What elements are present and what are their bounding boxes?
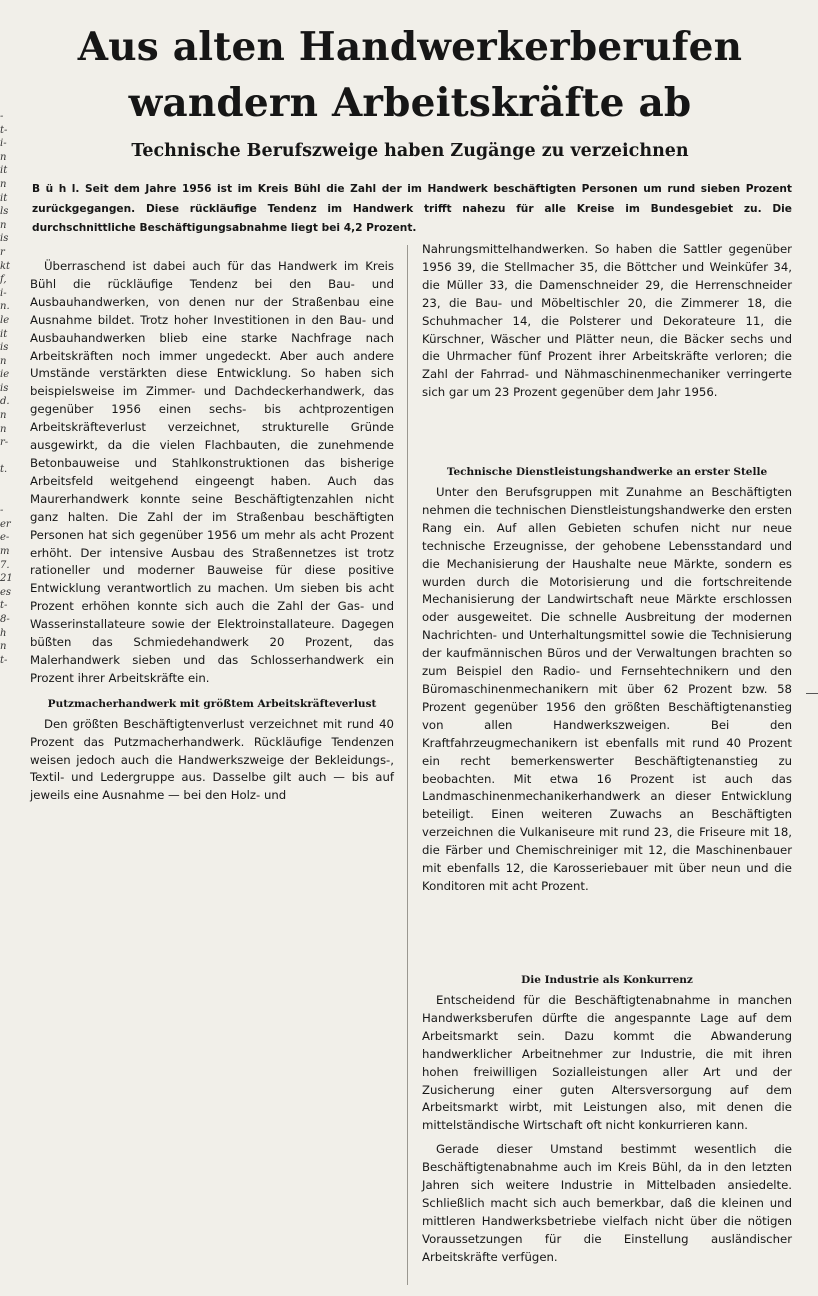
section-heading: Putzmacherhandwerk mit größtem Arbeitskräfteverlust	[47, 697, 377, 710]
subheadline: Technische Berufszweige haben Zugänge zu verzeichnen	[131, 141, 689, 161]
lead-paragraph: B ü h l. Seit dem Jahre 1956 ist im Kreis Bühl die Zahl der im Handwerk beschäftigten Personen um rund sieben Prozent zurückgegangen. Diese rückläufige Tendenz im Handwerk trifft nahezu für alle Kreise im Bundesgebiet zu. Die durchschnittliche Beschäftigungsabnahme liegt bei 4,2 Prozent.	[32, 183, 792, 234]
adjacent-column-fragment: - t- i- n it n it ls n is r kt f, i- n. le it is n ie is d. n n r- t. - er e- m 7. 21 es t- 8- h n t-	[0, 111, 13, 666]
article-column-2-middle	[422, 456, 792, 896]
column-divider	[407, 245, 408, 1285]
article-column-2-bottom	[422, 964, 792, 1267]
body-paragraph: Den größten Beschäftigtenverlust verzeichnet mit rund 40 Prozent das Putzmacherhandwerk. Rückläufige Tendenzen weisen jedoch auch die Handwerkszweige der Bekleidungs-, Textil- und Ledergruppe aus. Dasselbe gilt auch — bis auf jeweils eine Ausnahme — bei den Holz- und	[30, 716, 394, 803]
body-paragraph: Gerade dieser Umstand bestimmt wesentlich die Beschäftigtenabnahme auch im Kreis Bühl, da in den letzten Jahren sich weitere Industrie in Mittelbaden ansiedelte. Schließlich macht sich auch bemerkbar, daß die kleinen und mittleren Handwerksbetriebe vielfach nicht über die nötigen Voraussetzungen für die Einstellung ausländischer Arbeitskräfte verfügen.	[422, 1142, 792, 1264]
margin-tick	[806, 693, 818, 694]
body-paragraph: Unter den Berufsgruppen mit Zunahme an Beschäftigten nehmen die technischen Dienstleistungshandwerke den ersten Rang ein. Auf allen Gebieten schufen nicht nur neue technische Erzeugnisse, der gehobene Lebensstandard und die Mechanisierung der Haushalte neue Märkte, sondern es wurden durch die Motorisierung und die fortschreitende Mechanisierung der Landwirtschaft neue Märkte erschlossen oder ausgeweitet. Die schnelle Ausbreitung der modernen Nachrichten- und Unterhaltungsmittel sowie die Technisierung der kaufmännischen Büros und der Verwaltungen brachten so zum Beispiel den Radio- und Fernsehtechnikern und den Büromaschinenmechanikern mit über 62 Prozent bzw. 58 Prozent gegenüber 1956 den größten Beschäftigtenanstieg von allen Handwerkszweigen. Bei den Kraftfahrzeugmechanikern ist ebenfalls mit rund 40 Prozent ein recht bemerkenswerter Beschäftigtenanstieg zu beobachten. Mit etwa 16 Prozent ist auch das Landmaschinenmechanikerhandwerk an dieser Entwicklung beteiligt. Einen weiteren Zuwachs an Beschäftigten verzeichnen die Vulkaniseure mit rund 23, die Friseure mit 18, die Färber und Chemischreiniger mit 12, die Maschinenbauer mit ebenfalls 12, die Karosseriebauer mit über neun und die Konditoren mit acht Prozent.	[422, 485, 792, 893]
headline-line-2: wandern Arbeitskräfte ab	[128, 80, 692, 126]
body-paragraph: Entscheidend für die Beschäftigtenabnahme in manchen Handwerksberufen dürfte die angespannte Lage auf dem Arbeitsmarkt sein. Dazu kommt die Abwanderung handwerklicher Arbeitnehmer zur Industrie, die mit ihren hohen freiwilligen Sozialleistungen aller Art und der Zusicherung einer guten Altersversorgung auf dem Arbeitsmarkt wirbt, mit Leistungen also, mit denen die mittelständische Wirtschaft oft nicht konkurrieren kann.	[422, 993, 792, 1133]
section-heading: Die Industrie als Konkurrenz	[521, 974, 693, 986]
article-column-1	[30, 258, 394, 805]
body-paragraph: Nahrungsmittelhandwerken. So haben die Sattler gegenüber 1956 39, die Stellmacher 35, die Böttcher und Weinküfer 34, die Müller 33, die Damenschneider 29, die Herrenschneider 23, die Bau- und Möbeltischler 20, die Zimmerer 18, die Schuhmacher 14, die Polsterer und Dekorateure 11, die Kürschner, Wäscher und Plätter neun, die Bäcker sechs und die Uhrmacher fünf Prozent ihrer Arbeitskräfte verloren; die Zahl der Fahrrad- und Nähmaschinenmechaniker verringerte sich gar um 23 Prozent gegenüber dem Jahr 1956.	[422, 242, 792, 400]
article-column-2-top	[422, 241, 792, 402]
section-heading: Technische Dienstleistungshandwerke an erster Stelle	[446, 466, 768, 478]
headline-line-1: Aus alten Handwerkerberufen	[77, 24, 743, 70]
body-paragraph: Überraschend ist dabei auch für das Handwerk im Kreis Bühl die rückläufige Tendenz bei den Bau- und Ausbauhandwerken, von denen nur der Straßenbau eine Ausnahme bildet. Trotz hoher Investitionen in den Bau- und Ausbauhandwerken blieb eine starke Nachfrage nach Arbeitskräften noch immer ungedeckt. Aber auch andere Umstände verstärkten diese Entwicklung. So haben sich beispielsweise im Zimmer- und Dachdeckerhandwerk, das gegenüber 1956 einen sechs- bis achtprozentigen Arbeitskräfteverlust verzeichnet, strukturelle Gründe ausgewirkt, da die vielen Flachbauten, die zunehmende Betonbauweise und Stahlkonstruktionen das bisherige Arbeitsfeld weitgehend eingeengt haben. Auch das Maurerhandwerk konnte seine Beschäftigtenzahlen nicht ganz halten. Die Zahl der im Straßenbau beschäftigten Personen hat sich gegenüber 1956 um mehr als acht Prozent erhöht. Der intensive Ausbau des Straßennetzes ist trotz rationeller und moderner Bauweise für diese positive Entwicklung verantwortlich zu machen. Um sieben bis acht Prozent erhöhen konnte sich auch die Zahl der Gas- und Wasserinstallateure sowie der Elektroinstallateure. Dagegen büßten das Schmiedehandwerk 20 Prozent, das Malerhandwerk sieben und das Schlosserhandwerk ein Prozent ihrer Arbeitskräfte ein.	[30, 259, 394, 685]
